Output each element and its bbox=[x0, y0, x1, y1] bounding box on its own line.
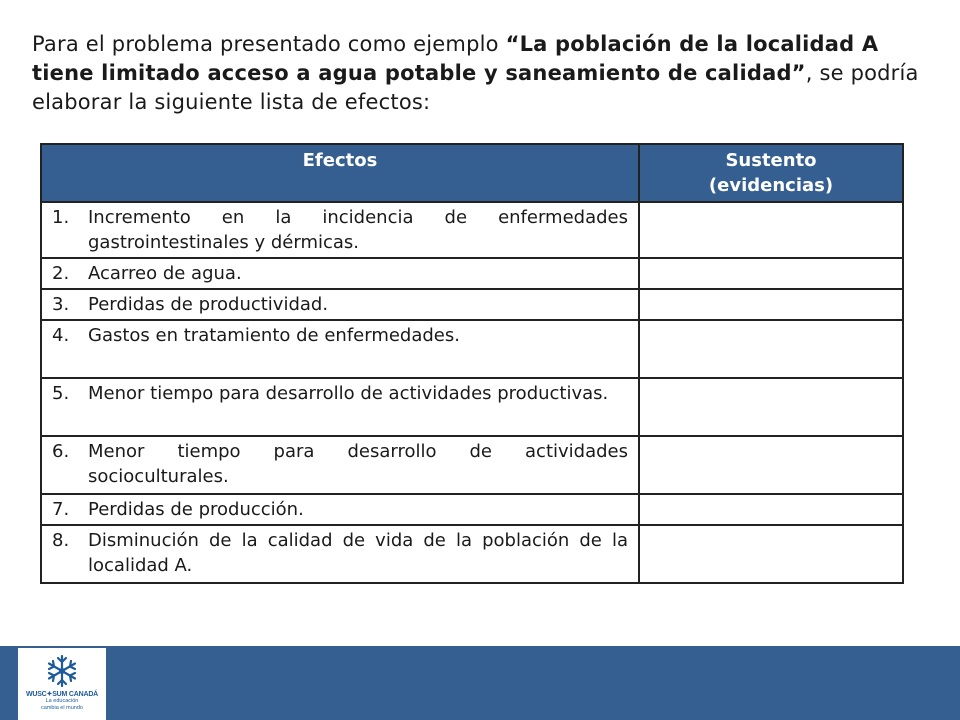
effects-table bbox=[40, 143, 904, 584]
effect-text: Perdidas de productividad. bbox=[88, 294, 329, 315]
table-row bbox=[41, 202, 903, 258]
effect-cell bbox=[41, 289, 639, 320]
effect-number: 8. bbox=[52, 530, 70, 551]
effect-number: 5. bbox=[52, 383, 70, 404]
evidence-cell bbox=[639, 258, 903, 289]
evidence-cell bbox=[639, 436, 903, 494]
effect-cell bbox=[41, 378, 639, 436]
header-support bbox=[639, 144, 903, 202]
evidence-cell bbox=[639, 289, 903, 320]
evidence-cell bbox=[639, 494, 903, 525]
snowflake-icon bbox=[45, 654, 79, 688]
effect-number: 3. bbox=[52, 294, 70, 315]
effect-cell bbox=[41, 202, 639, 258]
intro-lead: Para el problema presentado como ejemplo bbox=[32, 32, 506, 56]
effect-number: 1. bbox=[52, 207, 70, 228]
evidence-cell bbox=[639, 378, 903, 436]
effect-number: 4. bbox=[52, 325, 70, 346]
evidence-cell bbox=[639, 525, 903, 583]
effect-cell bbox=[41, 436, 639, 494]
effect-number: 6. bbox=[52, 441, 70, 462]
intro-problem-statement: “La población de la localidad A tiene limitado acceso a agua potable y saneamiento de calidad” bbox=[32, 32, 879, 85]
effect-text: Acarreo de agua. bbox=[88, 263, 242, 284]
header-support-line1: Sustento bbox=[725, 150, 817, 171]
effect-cell bbox=[41, 494, 639, 525]
effect-text: Menor tiempo para desarrollo de actividades socioculturales. bbox=[88, 441, 628, 487]
header-support-line2: (evidencias) bbox=[708, 175, 834, 196]
logo-tagline-1: La educación bbox=[45, 698, 79, 704]
logo-name: WUSC✦SUM CANADÁ bbox=[25, 691, 99, 698]
effect-text: Perdidas de producción. bbox=[88, 499, 304, 520]
table-row bbox=[41, 320, 903, 378]
logo-tagline-2: cambia el mundo bbox=[41, 705, 83, 711]
table-row bbox=[41, 378, 903, 436]
evidence-cell bbox=[639, 320, 903, 378]
table-row bbox=[41, 258, 903, 289]
effect-number: 2. bbox=[52, 263, 70, 284]
table-row bbox=[41, 436, 903, 494]
effect-number: 7. bbox=[52, 499, 70, 520]
effect-text: Gastos en tratamiento de enfermedades. bbox=[88, 325, 460, 346]
effect-text: Disminución de la calidad de vida de la población de la localidad A. bbox=[88, 530, 628, 576]
effect-cell bbox=[41, 258, 639, 289]
table-row bbox=[41, 525, 903, 583]
evidence-cell bbox=[639, 202, 903, 258]
effect-text: Incremento en la incidencia de enfermedades gastrointestinales y dérmicas. bbox=[88, 207, 628, 253]
footer-bar bbox=[0, 646, 960, 720]
intro-paragraph bbox=[32, 30, 922, 117]
intro-tail: , se podría elaborar la siguiente lista de efectos: bbox=[32, 61, 919, 114]
effect-text: Menor tiempo para desarrollo de actividades productivas. bbox=[88, 383, 609, 404]
effect-cell bbox=[41, 525, 639, 583]
table-header-row bbox=[41, 144, 903, 202]
header-effects: Efectos bbox=[41, 144, 639, 202]
table-row bbox=[41, 289, 903, 320]
effect-cell bbox=[41, 320, 639, 378]
table-row bbox=[41, 494, 903, 525]
wusc-logo bbox=[18, 648, 106, 720]
